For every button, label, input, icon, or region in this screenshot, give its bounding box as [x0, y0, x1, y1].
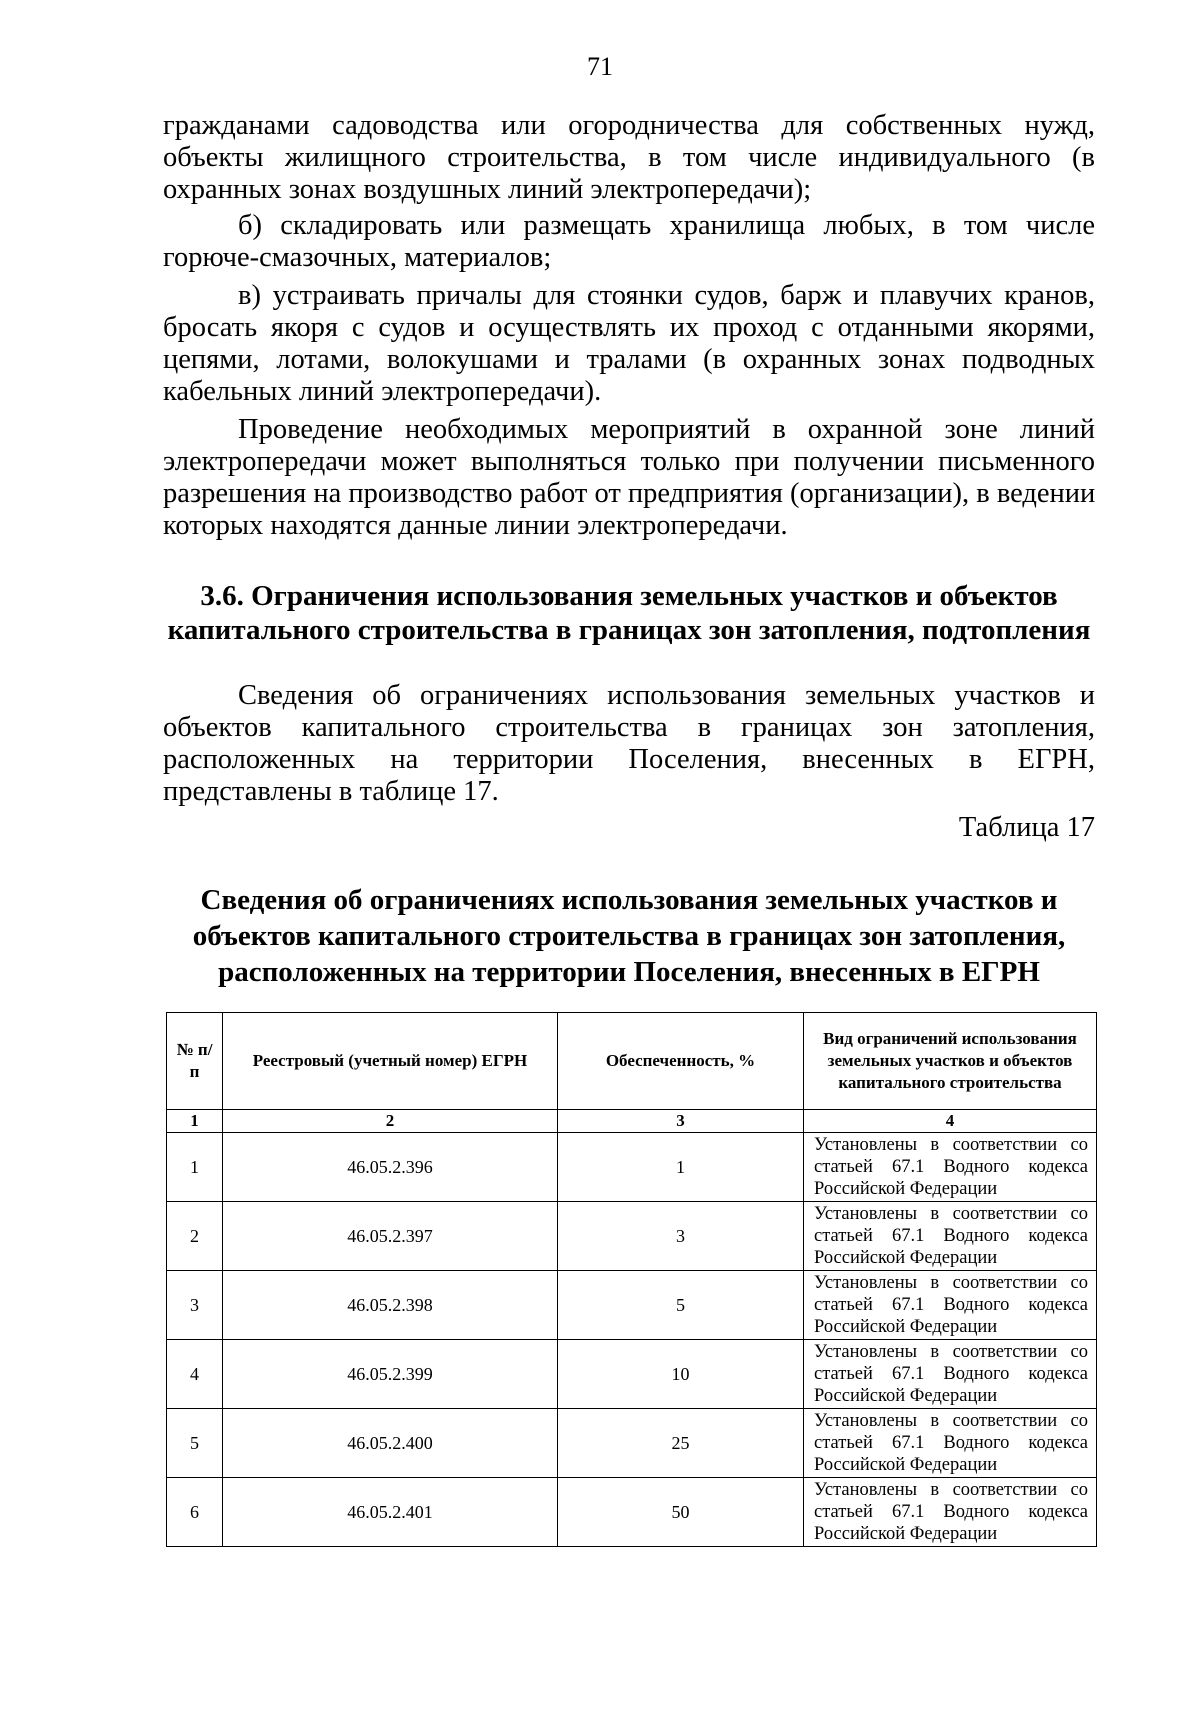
- paragraph-line: Сведения об ограничениях использования земельных участков и: [238, 680, 1095, 711]
- header-registry-number: Реестровый (учетный номер) ЕГРН: [223, 1013, 558, 1110]
- registry-number: 46.05.2.400: [223, 1409, 558, 1478]
- table-row: [167, 1478, 1097, 1547]
- security-percent: 3: [558, 1202, 804, 1271]
- section-heading: 3.6. Ограничения использования земельных участков и объектов: [200, 580, 1058, 612]
- paragraph-line: Проведение необходимых мероприятий в охранной зоне линий: [238, 414, 1095, 445]
- column-number-row: [167, 1110, 1097, 1133]
- column-number: 4: [804, 1110, 1097, 1133]
- table-row: [167, 1133, 1097, 1202]
- paragraph-line: бросать якоря с судов и осуществлять их проход с отданными якорями,: [163, 312, 1095, 343]
- security-percent: 5: [558, 1271, 804, 1340]
- row-number: 5: [167, 1409, 223, 1478]
- paragraph-line: расположенных на территории Поселения, внесенных в ЕГРН,: [163, 744, 1095, 775]
- paragraph-line: цепями, лотами, волокушами и тралами (в охранных зонах подводных: [163, 344, 1095, 375]
- table-title: Сведения об ограничениях использования земельных участков и: [200, 884, 1058, 916]
- paragraph-line: которых находятся данные линии электропередачи.: [163, 510, 788, 541]
- registry-number: 46.05.2.401: [223, 1478, 558, 1547]
- column-number: 3: [558, 1110, 804, 1133]
- paragraph-line: охранных зонах воздушных линий электропередачи);: [163, 174, 812, 205]
- header-security: Обеспеченность, %: [558, 1013, 804, 1110]
- row-number: 3: [167, 1271, 223, 1340]
- security-percent: 50: [558, 1478, 804, 1547]
- row-number: 4: [167, 1340, 223, 1409]
- table-title: расположенных на территории Поселения, внесенных в ЕГРН: [218, 956, 1040, 988]
- table-row: [167, 1340, 1097, 1409]
- paragraph-line: горюче-смазочных, материалов;: [163, 242, 552, 273]
- registry-number: 46.05.2.398: [223, 1271, 558, 1340]
- table-title: объектов капитального строительства в границах зон затопления,: [192, 920, 1066, 952]
- table-row: [167, 1409, 1097, 1478]
- column-number: 1: [167, 1110, 223, 1133]
- table-header-row: [167, 1013, 1097, 1110]
- restriction-description: Установлены в соответствии со статьей 67.1 Водного кодекса Российской Федерации: [804, 1340, 1097, 1409]
- restriction-description: Установлены в соответствии со статьей 67.1 Водного кодекса Российской Федерации: [804, 1478, 1097, 1547]
- security-percent: 1: [558, 1133, 804, 1202]
- restrictions-table: [166, 1012, 1097, 1547]
- registry-number: 46.05.2.399: [223, 1340, 558, 1409]
- table-caption: Таблица 17: [958, 812, 1095, 843]
- row-number: 6: [167, 1478, 223, 1547]
- paragraph-line: представлены в таблице 17.: [163, 776, 499, 807]
- section-heading: капитального строительства в границах зон затопления, подтопления: [167, 614, 1091, 646]
- row-number: 1: [167, 1133, 223, 1202]
- page-number: 71: [587, 52, 613, 81]
- paragraph-line: электропередачи может выполняться только при получении письменного: [163, 446, 1095, 477]
- restriction-description: Установлены в соответствии со статьей 67.1 Водного кодекса Российской Федерации: [804, 1271, 1097, 1340]
- table-row: [167, 1271, 1097, 1340]
- paragraph-line: в) устраивать причалы для стоянки судов, барж и плавучих кранов,: [238, 280, 1095, 311]
- header-num: № п/п: [167, 1013, 223, 1110]
- header-restriction-kind: Вид ограничений использования земельных участков и объектов капитального строительства: [804, 1013, 1097, 1110]
- restriction-description: Установлены в соответствии со статьей 67.1 Водного кодекса Российской Федерации: [804, 1409, 1097, 1478]
- security-percent: 25: [558, 1409, 804, 1478]
- paragraph-line: объектов капитального строительства в границах зон затопления,: [163, 712, 1095, 743]
- security-percent: 10: [558, 1340, 804, 1409]
- paragraph-line: объекты жилищного строительства, в том числе индивидуального (в: [163, 142, 1095, 173]
- table-row: [167, 1202, 1097, 1271]
- restriction-description: Установлены в соответствии со статьей 67.1 Водного кодекса Российской Федерации: [804, 1202, 1097, 1271]
- registry-number: 46.05.2.397: [223, 1202, 558, 1271]
- paragraph-line: гражданами садоводства или огородничества для собственных нужд,: [163, 110, 1095, 141]
- paragraph-line: разрешения на производство работ от предприятия (организации), в ведении: [163, 478, 1096, 509]
- paragraph-line: кабельных линий электропередачи).: [163, 376, 602, 407]
- column-number: 2: [223, 1110, 558, 1133]
- row-number: 2: [167, 1202, 223, 1271]
- paragraph-line: б) складировать или размещать хранилища любых, в том числе: [238, 210, 1095, 241]
- restriction-description: Установлены в соответствии со статьей 67.1 Водного кодекса Российской Федерации: [804, 1133, 1097, 1202]
- registry-number: 46.05.2.396: [223, 1133, 558, 1202]
